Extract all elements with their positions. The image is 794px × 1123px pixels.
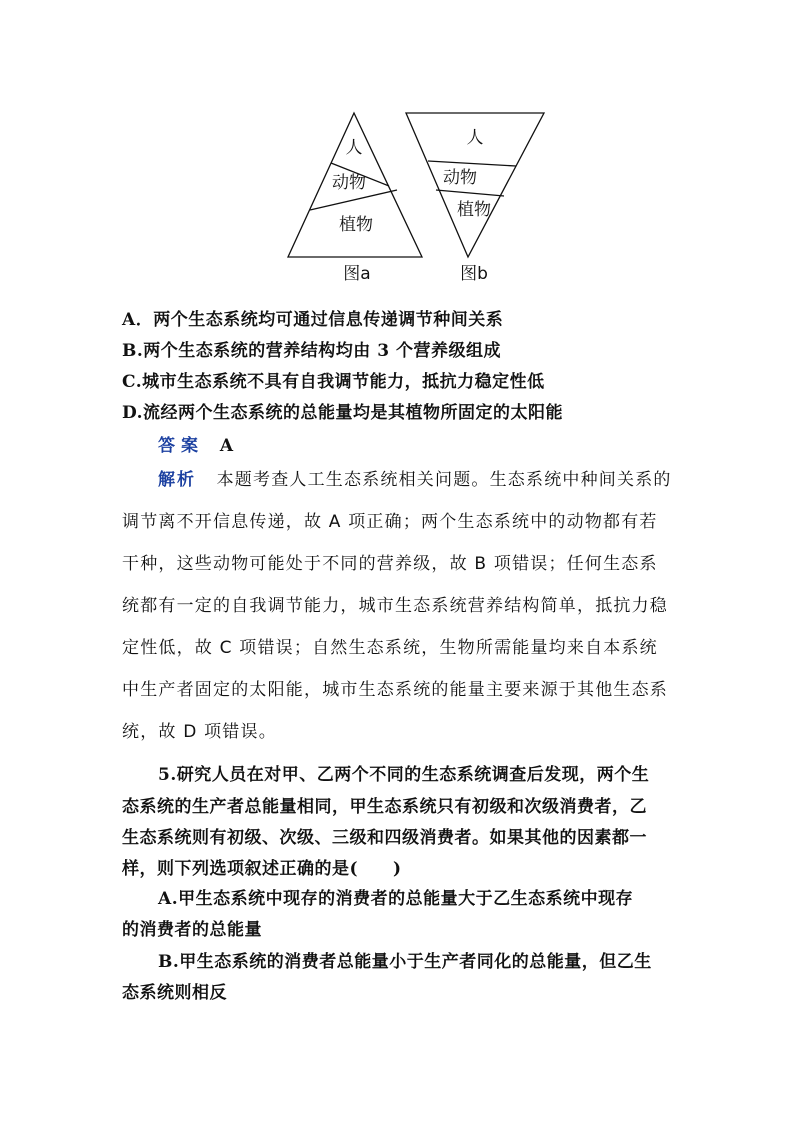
pyramid-b-bottom-label: 植物 [457, 200, 491, 220]
option-d: D.流经两个生态系统的总能量均是其植物所固定的太阳能 [122, 403, 564, 423]
question5-line-2: 态系统的生产者总能量相同，甲生态系统只有初级和次级消费者，乙 [122, 797, 647, 817]
question5-option-a-line-1: A.甲生态系统中现存的消费者的总能量大于乙生态系统中现存 [158, 889, 634, 909]
answer-value: A [219, 436, 234, 456]
question5-line-4: 样，则下列选项叙述正确的是( ) [122, 859, 402, 879]
pyramid-b-caption: 图b [460, 264, 488, 284]
explanation-label: 解析 [158, 470, 196, 490]
option-c: C.城市生态系统不具有自我调节能力，抵抗力稳定性低 [122, 372, 545, 392]
option-b: B.两个生态系统的营养结构均由 3 个营养级组成 [122, 341, 501, 361]
pyramid-a-caption: 图a [343, 264, 371, 284]
explanation-line-4: 统都有一定的自我调节能力，城市生态系统营养结构简单，抵抗力稳 [122, 596, 668, 616]
answer-label: 答案 [158, 436, 204, 456]
explanation-line-1: 解析 本题考查人工生态系统相关问题。生态系统中种间关系的 [158, 470, 672, 490]
explanation-line-2: 调节离不开信息传递，故 A 项正确；两个生态系统中的动物都有若 [122, 512, 658, 532]
option-a: A．两个生态系统均可通过信息传递调节种间关系 [122, 310, 504, 330]
explanation-line-3: 干种，这些动物可能处于不同的营养级，故 B 项错误；任何生态系 [122, 554, 658, 574]
explanation-line-7: 统，故 D 项错误。 [122, 722, 277, 742]
pyramid-a-mid-label: 动物 [332, 173, 366, 193]
explanation-line-6: 中生产者固定的太阳能，城市生态系统的能量主要来源于其他生态系 [122, 680, 668, 700]
pyramid-figure [276, 95, 558, 293]
pyramid-a-bottom-label: 植物 [339, 215, 373, 235]
question5-option-b-line-2: 态系统则相反 [122, 983, 227, 1003]
pyramid-b-top-label: 人 [466, 128, 484, 148]
question5-option-b-line-1: B.甲生态系统的消费者总能量小于生产者同化的总能量，但乙生 [158, 952, 652, 972]
question5-line-1: 5.研究人员在对甲、乙两个不同的生态系统调查后发现，两个生 [158, 765, 650, 785]
pyramid-a-top-label: 人 [345, 138, 363, 158]
pyramid-b-mid-label: 动物 [443, 168, 477, 188]
question5-line-3: 生态系统则有初级、次级、三级和四级消费者。如果其他的因素都一 [122, 828, 647, 848]
answer [158, 436, 234, 456]
question5-option-a-line-2: 的消费者的总能量 [122, 920, 262, 940]
explanation-line-5: 定性低，故 C 项错误；自然生态系统，生物所需能量均来自本系统 [122, 638, 658, 658]
